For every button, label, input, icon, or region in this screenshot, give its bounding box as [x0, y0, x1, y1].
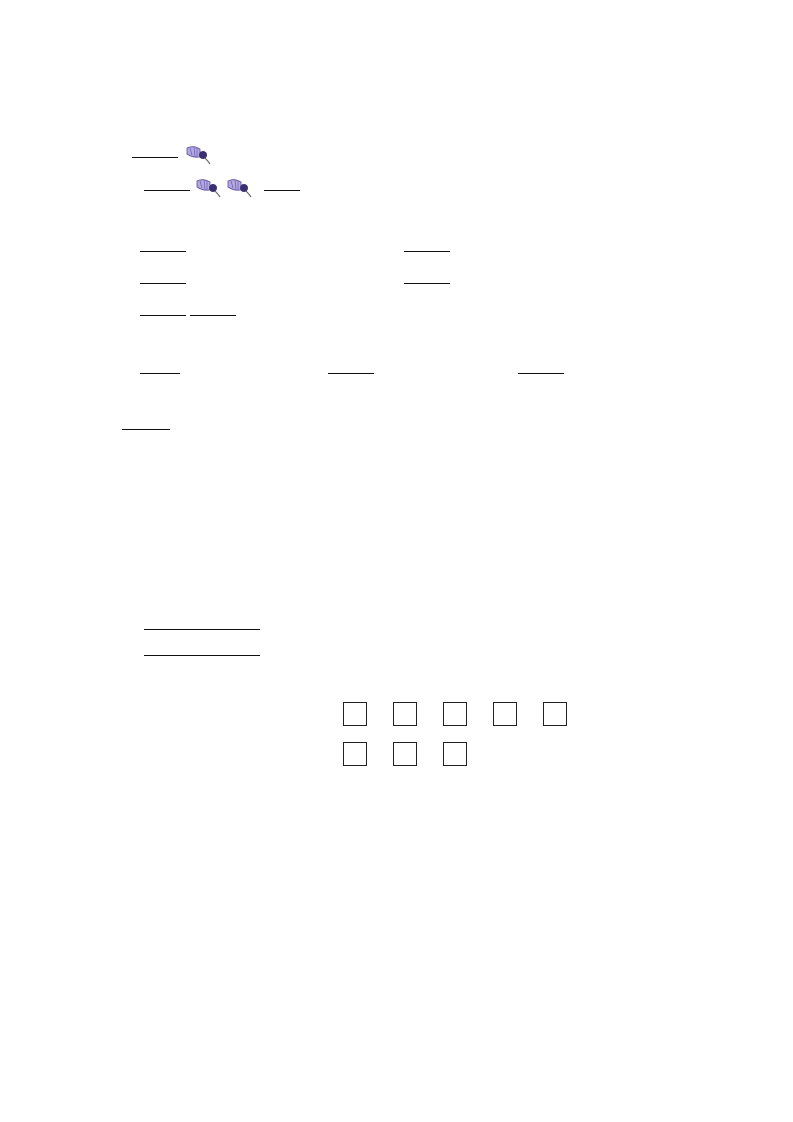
q8-line1 [118, 143, 215, 165]
q17-add-box-3[interactable] [443, 702, 467, 726]
q9-item-2 [404, 239, 450, 256]
q8-blank-baskets[interactable] [264, 178, 300, 191]
q11-blank[interactable] [122, 417, 170, 430]
q17-mul-result-box[interactable] [443, 742, 467, 766]
q10-blank-2[interactable] [328, 361, 374, 374]
q10-part1 [140, 361, 180, 378]
q16-add-line [140, 617, 260, 634]
q9-item-1 [140, 239, 186, 256]
q10-blank-1[interactable] [140, 361, 180, 374]
q17-add-box-1[interactable] [343, 702, 367, 726]
q9-blank[interactable] [404, 239, 450, 252]
q9-item-5 [140, 303, 236, 320]
q16-mul-line [140, 643, 260, 660]
q16-add-blank[interactable] [144, 617, 260, 630]
q9-blank[interactable] [140, 303, 186, 316]
q17-mul-box-2[interactable] [393, 742, 417, 766]
q17-mul-box-1[interactable] [343, 742, 367, 766]
q9-blank[interactable] [140, 271, 186, 284]
q10-part3 [518, 361, 564, 378]
q17-add-box-2[interactable] [393, 702, 417, 726]
shuttlecock-icon [225, 177, 252, 198]
q9-item-3 [140, 271, 186, 288]
q10-part2 [328, 361, 374, 378]
q9-item-4 [404, 271, 450, 288]
shuttlecock-icon [194, 177, 221, 198]
q8-blank-per-share[interactable] [144, 178, 190, 191]
q8-line2 [140, 176, 304, 198]
q9-blank[interactable] [140, 239, 186, 252]
q11 [118, 417, 174, 434]
shuttlecock-icon [184, 144, 211, 165]
q9-blank[interactable] [190, 303, 236, 316]
q17-add-result-box[interactable] [543, 702, 567, 726]
q8-blank-total[interactable] [132, 145, 178, 158]
q16-mul-blank[interactable] [144, 643, 260, 656]
q17-add-box-4[interactable] [493, 702, 517, 726]
q10-blank-3[interactable] [518, 361, 564, 374]
q9-blank[interactable] [404, 271, 450, 284]
